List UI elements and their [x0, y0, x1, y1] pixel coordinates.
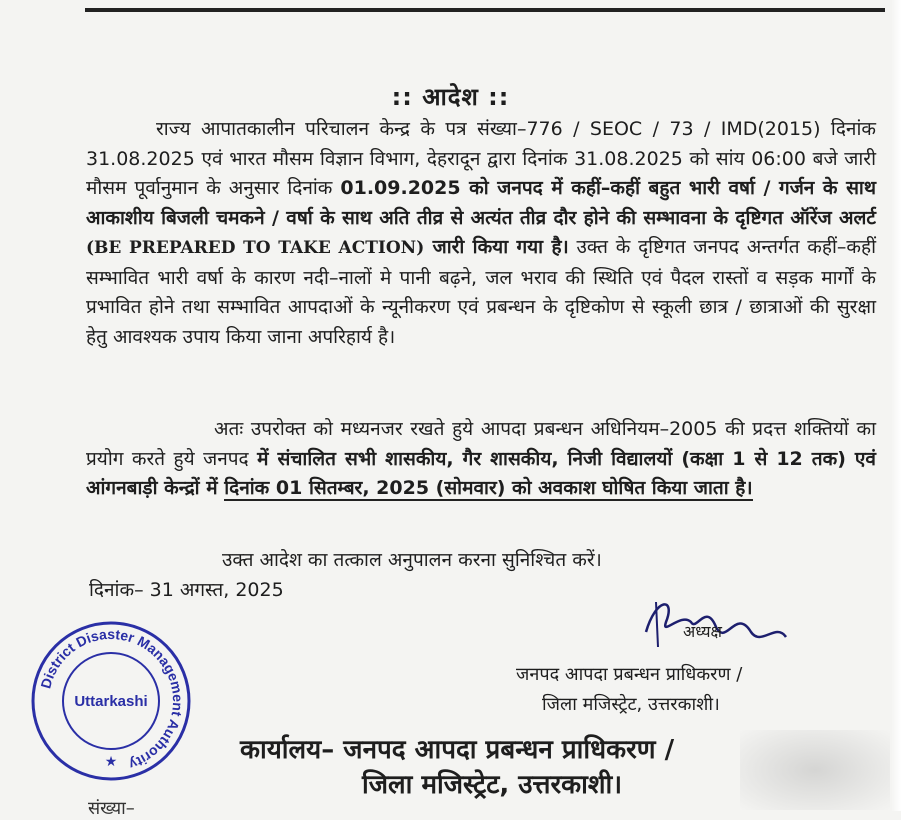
paragraph-2-text: अतः उपरोक्त को मध्यनजर रखते हुये आपदा प्रबन्धन अधिनियम–2005 की प्रदत्त शक्तियों का प्रयोग करते हुये जनपद — [86, 418, 876, 470]
paragraph-1-english: (BE PREPARED TO TAKE ACTION) — [86, 238, 425, 258]
designation-line-2: जिला मजिस्ट्रेट, उत्तरकाशी। — [542, 694, 720, 715]
paragraph-2 — [86, 415, 876, 504]
chair-label: अध्यक्ष — [683, 622, 722, 641]
paragraph-2-holiday: दिनांक 01 सितम्बर, 2025 (सोमवार) को अवकाश घोषित किया जाता है। — [224, 477, 753, 499]
paragraph-1-text: राज्य आपातकालीन परिचालन केन्द्र के पत्र संख्या–776 / SEOC / 73 / IMD(2015) दिनांक 31.08.2025 एवं भारत मौसम विज्ञान विभाग, देहरादून द्वारा दिनांक 31.08.2025 को सांय 06:00 बजे जारी मौसम पूर्वानुमान के अनुसार दिनांक — [86, 118, 876, 199]
office-line-2: जिला मजिस्ट्रेट, उत्तरकाशी। — [362, 770, 623, 800]
paragraph-1-bold-end: जारी किया गया है। — [424, 236, 569, 258]
office-line-1: कार्यालय– जनपद आपदा प्रबन्धन प्राधिकरण / — [240, 735, 675, 765]
reference-number: संख्या– — [88, 798, 135, 819]
paragraph-1-text-end: उक्त के दृष्टिगत जनपद अन्तर्गत कहीं–कहीं सम्भावित भारी वर्षा के कारण नदी–नालों मे पानी बढ़ने, जल भराव की स्थिति एवं पैदल रास्तों व सड़क मार्गों के प्रभावित होने तथा सम्भावित आपदाओं के न्यूनीकरण एवं प्रबन्धन के दृष्टिकोण से स्कूली छात्र / छात्राओं की सुरक्षा हेतु आवश्यक उपाय किया जाना अपरिहार्य है। — [86, 236, 877, 348]
paragraph-1 — [86, 115, 876, 352]
authority-seal — [30, 620, 192, 782]
order-title: :: आदेश :: — [391, 83, 510, 111]
paragraph-2-bold: में संचालित सभी शासकीय, गैर शासकीय, निजी विद्यालयों (कक्षा 1 से 12 तक) एवं आंगनबाड़ी केन्द्रों में — [86, 447, 876, 499]
page-edge — [891, 0, 901, 811]
compliance-line: उक्त आदेश का तत्काल अनुपालन करना सुनिश्चित करें। — [222, 549, 602, 571]
seal-star-icon: ★ — [104, 754, 118, 770]
date-line: दिनांक– 31 अगस्त, 2025 — [89, 579, 284, 601]
header-rule — [85, 8, 885, 12]
paragraph-1-bold: 01.09.2025 को जनपद में कहीं–कहीं बहुत भारी वर्षा / गर्जन के साथ आकाशीय बिजली चमकने / वर्षा के साथ अति तीव्र से अत्यंत तीव्र दौर होने की सम्भावना के दृष्टिगत ऑरेंज अलर्ट — [86, 177, 876, 229]
seal-center-text: Uttarkashi — [74, 693, 148, 710]
paper-smudge — [740, 730, 890, 810]
designation-line-1: जनपद आपदा प्रबन्धन प्राधिकरण / — [516, 664, 743, 685]
seal-ring-text: District Disaster Management Authority — [37, 625, 187, 773]
